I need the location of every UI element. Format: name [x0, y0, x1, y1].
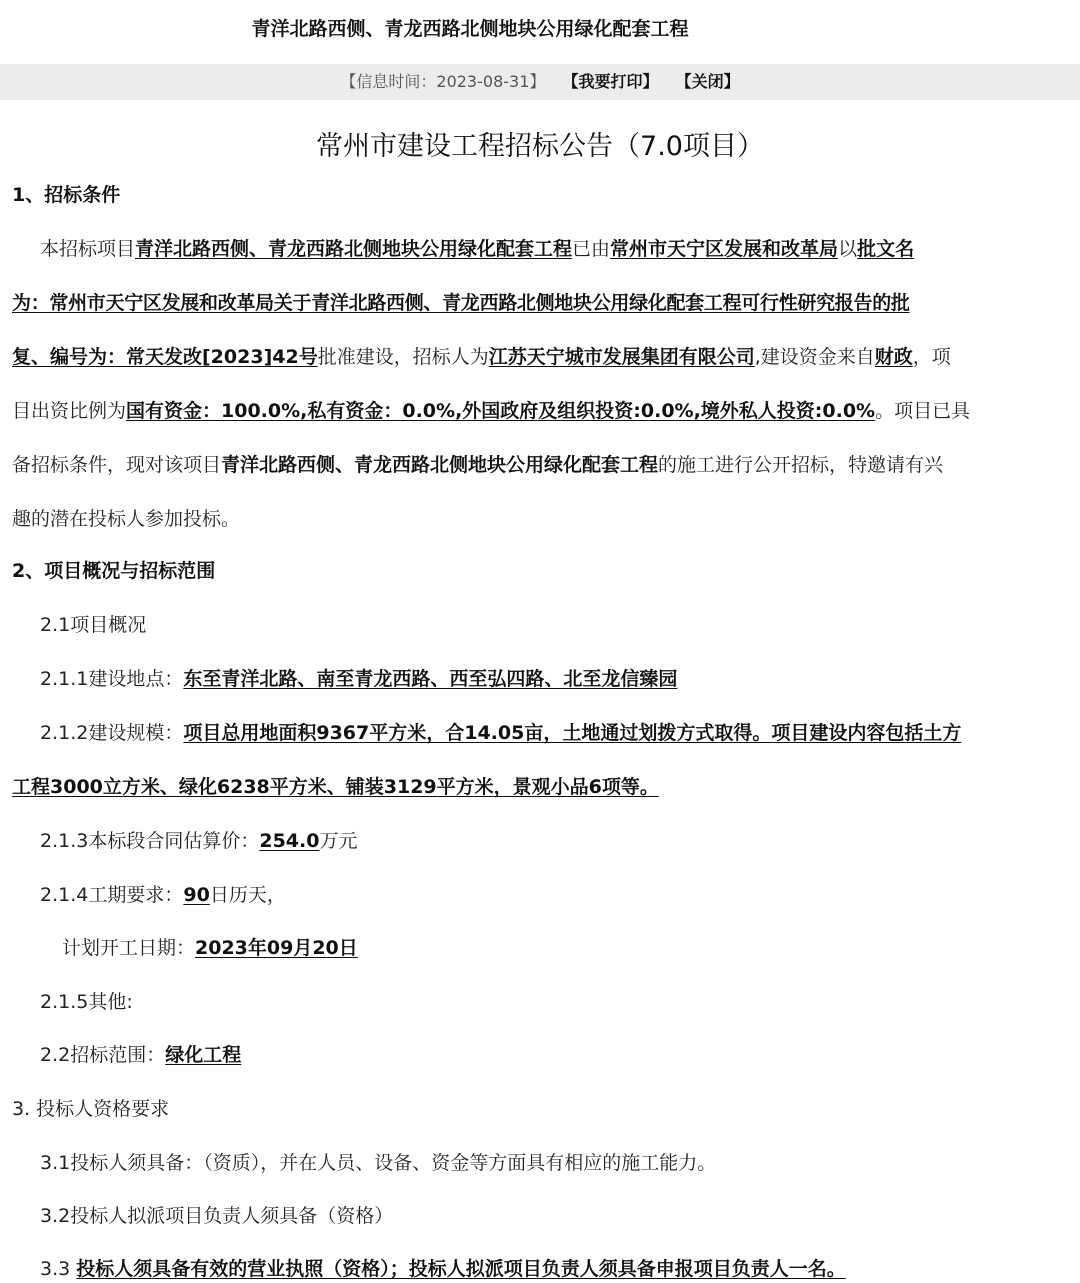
text: 以 — [838, 238, 858, 260]
notice-title: 常州市建设工程招标公告（7.0项目） — [316, 131, 764, 162]
planned-start — [62, 933, 1062, 960]
text: 的施工进行公开招标，特邀请有兴 — [658, 454, 944, 476]
fund-source: 财政 — [874, 346, 913, 368]
label: 2.1.2建设规模： — [40, 722, 184, 744]
paragraph-line: 趣的潜在投标人参加投标。 — [12, 508, 241, 530]
info-time: 【信息时间：2023-08-31】 — [340, 72, 546, 91]
requirement-3-3 — [40, 1254, 1062, 1281]
text: 批准建设，招标人为 — [317, 346, 489, 368]
other: 2.1.5其他: — [40, 991, 133, 1013]
requirement-3-2: 3.2投标人拟派项目负责人须具备（资格） — [40, 1205, 394, 1227]
approver: 常州市天宁区发展和改革局 — [610, 238, 839, 260]
subsection-2-1: 2.1项目概况 — [40, 614, 147, 636]
section-3-heading: 3. 投标人资格要求 — [12, 1098, 170, 1120]
value: 东至青洋北路、南至青龙西路、西至弘四路、北至龙信臻园 — [183, 668, 678, 690]
label: 2.1.1建设地点： — [40, 668, 184, 690]
construction-scale — [40, 718, 1062, 745]
page-title: 青洋北路西侧、青龙西路北侧地块公用绿化配套工程 — [251, 18, 689, 40]
contract-estimate — [40, 826, 1062, 853]
project-name: 青洋北路西侧、青龙西路北侧地块公用绿化配套工程 — [221, 454, 659, 476]
close-button[interactable]: 【关闭】 — [675, 72, 740, 91]
construction-scale-cont — [12, 772, 1062, 799]
value: 绿化工程 — [165, 1044, 242, 1066]
paragraph-line — [12, 396, 1062, 423]
info-bar — [0, 64, 1080, 100]
approval-number: 复、编号为：常天发改[2023]42号 — [12, 346, 318, 368]
label: 2.1.3本标段合同估算价： — [40, 830, 260, 852]
text: 。项目已具 — [875, 400, 971, 422]
paragraph-line — [12, 288, 1062, 315]
paragraph-line — [12, 342, 1062, 369]
construction-site — [40, 664, 1062, 691]
requirement-3-1: 3.1投标人须具备：（资质），并在人员、设备、资金等方面具有相应的施工能力。 — [40, 1152, 717, 1174]
label: 计划开工日期： — [62, 937, 196, 959]
project-name: 青洋北路西侧、青龙西路北侧地块公用绿化配套工程 — [135, 238, 573, 260]
label: 2.2招标范围： — [40, 1044, 166, 1066]
tenderer: 江苏天宁城市发展集团有限公司 — [488, 346, 755, 368]
text: 已由 — [572, 238, 611, 260]
label: 2.1.4工期要求： — [40, 884, 184, 906]
value: 90 — [183, 884, 210, 906]
value: 2023年09月20日 — [195, 937, 358, 959]
paragraph-line — [12, 450, 1062, 477]
text: 备招标条件，现对该项目 — [12, 454, 222, 476]
unit: 万元 — [319, 830, 358, 852]
unit: 日历天， — [209, 884, 286, 906]
tender-scope — [40, 1040, 1062, 1067]
value: 投标人须具备有效的营业执照（资格）；投标人拟派项目负责人须具备申报项目负责人一名。 — [76, 1258, 846, 1280]
text: 本招标项目 — [40, 238, 136, 260]
duration — [40, 880, 1062, 907]
text: ,建设资金来自 — [754, 346, 875, 368]
approval-doc: 为：常州市天宁区发展和改革局关于青洋北路西侧、青龙西路北侧地块公用绿化配套工程可行性研究报告的批 — [12, 292, 910, 314]
section-1-heading: 1、招标条件 — [12, 184, 121, 206]
funding-ratio: 国有资金：100.0%,私有资金：0.0%,外国政府及组织投资:0.0%,境外私人投资:0.0% — [126, 400, 876, 422]
approval-doc: 批文名 — [857, 238, 915, 260]
paragraph-line — [40, 234, 1062, 261]
label: 3.3 — [40, 1258, 77, 1280]
section-2-heading: 2、项目概况与招标范围 — [12, 560, 216, 582]
text: 目出资比例为 — [12, 400, 127, 422]
print-button[interactable]: 【我要打印】 — [562, 72, 659, 91]
value: 项目总用地面积9367平方米，合14.05亩，土地通过划拨方式取得。项目建设内容包括土方 — [183, 722, 962, 744]
value: 工程3000立方米、绿化6238平方米、铺装3129平方米，景观小品6项等。 — [12, 776, 659, 798]
value: 254.0 — [259, 830, 320, 852]
text: ，项 — [912, 346, 951, 368]
